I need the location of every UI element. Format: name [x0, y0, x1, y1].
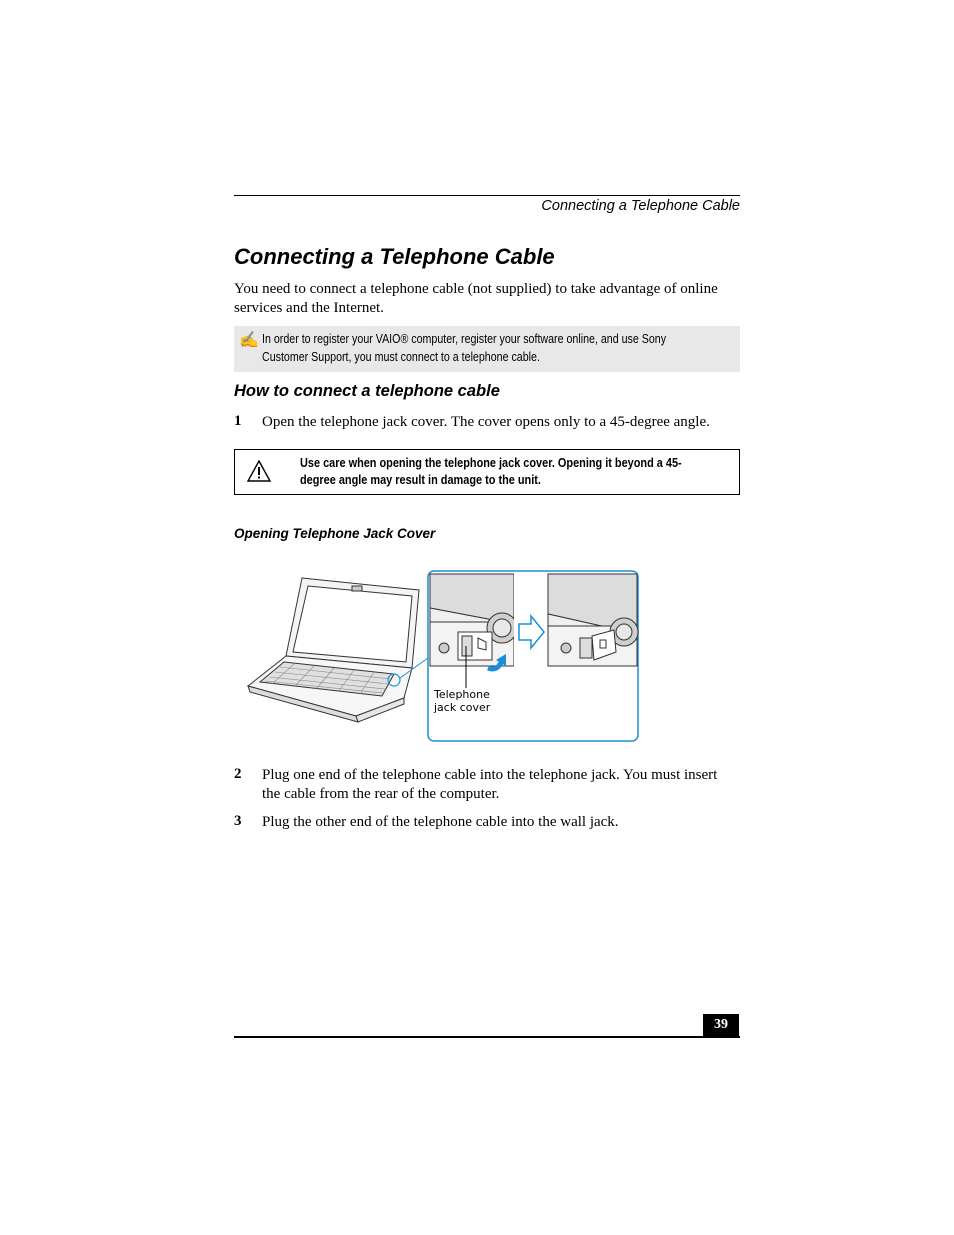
callout-label-line: Telephone: [434, 688, 490, 701]
note-text-line: In order to register your VAIO® computer, register your software online, and use Sony: [262, 331, 667, 346]
caution-text: [300, 454, 737, 488]
page-number: 39: [703, 1014, 739, 1037]
figure-caption: Opening Telephone Jack Cover: [234, 526, 436, 541]
step-text: [262, 766, 740, 804]
warning-triangle-icon: [247, 460, 271, 482]
step-number: 1: [234, 413, 242, 429]
header-rule: [234, 195, 740, 196]
note-pencil-icon: ✍: [239, 332, 259, 349]
step-text: Open the telephone jack cover. The cover opens only to a 45-degree angle.: [262, 414, 710, 430]
note-box: [234, 326, 740, 372]
step-number: 2: [234, 766, 242, 782]
caution-text-line: degree angle may result in damage to the unit.: [300, 472, 541, 487]
note-text: [262, 330, 754, 366]
running-header: Connecting a Telephone Cable: [541, 198, 740, 214]
intro-paragraph: You need to connect a telephone cable (not supplied) to take advantage of online services and the Internet.: [234, 281, 718, 316]
caution-text-line: Use care when opening the telephone jack cover. Opening it beyond a 45-: [300, 455, 682, 470]
page-title: Connecting a Telephone Cable: [234, 244, 555, 269]
zoom-panel: [428, 571, 638, 741]
note-text-line: Customer Support, you must connect to a telephone cable.: [262, 349, 540, 364]
footer-rule: [234, 1036, 740, 1038]
callout-label-line: jack cover: [434, 701, 491, 714]
procedure-heading: How to connect a telephone cable: [234, 382, 500, 400]
laptop-drawing: [248, 578, 419, 722]
jack-open-closeup: [548, 574, 638, 666]
caution-box: [234, 449, 740, 495]
step-text-line: the cable from the rear of the computer.: [262, 786, 500, 802]
step-text: Plug the other end of the telephone cable into the wall jack.: [262, 814, 619, 830]
telephone-jack-illustration: [244, 568, 644, 746]
callout-label: [434, 688, 514, 714]
step-text-line: Plug one end of the telephone cable into the telephone jack. You must insert: [262, 767, 718, 783]
step-number: 3: [234, 813, 242, 829]
